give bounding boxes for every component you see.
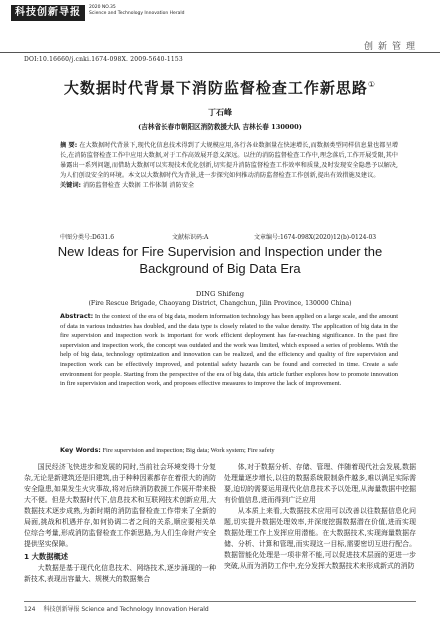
- keywords-cn-label: 关键词:: [60, 182, 82, 189]
- journal-english-name: Science and Technology Innovation Herald: [89, 11, 185, 16]
- abstract-cn: [60, 141, 398, 191]
- abstract-en-label: Abstract:: [60, 312, 94, 320]
- footer-divider: [24, 601, 416, 602]
- journal-logo: 科技创新导报: [11, 5, 85, 21]
- page-footer: [24, 604, 209, 613]
- footer-journal: 科技创新导报 Science and Technology Innovation Herald: [43, 606, 209, 613]
- body-paragraph: 国民经济飞快进步和发展的同时,当前社会环境变得十分复杂,无论是新建筑还是旧建筑,由于种种因素都存在着很大的消防安全隐患,如果发生火灾事故,将对后续消防救援工作展开带来极大不便。但是大数据时代下,信息技术和互联网技术创新应用,大数据技术逐步成熟,为新时期的消防监督检查工作带来了全新的局面,挑战和机遇并存,如何协调二者之间的关系,顺应要相关单位综合考量,形成消防监督检查工作新思路,为人们生命财产安全提供坚实保障。: [24, 463, 216, 548]
- article-title-en: New Ideas for Fire Supervision and Inspection under the Background of Big Data Era: [57, 244, 383, 276]
- body-column-right: [224, 462, 416, 572]
- body-paragraph: 大数据是基于现代化信息技术、网络技术,逐步涌现的一种新技术,表现出容量大、规模大的数据集合: [24, 564, 216, 583]
- doi-line[interactable]: DOI:10.16660/j.cnki.1674-098X. 2009-5640-1153: [24, 56, 183, 63]
- document-code: 文献标识码:A: [172, 234, 209, 241]
- affiliation-cn: (吉林省长春市朝阳区消防救援大队 吉林长春 130000): [138, 123, 302, 131]
- keywords-en-text: Fire supervision and inspection; Big data; Work system; Fire safety: [102, 447, 275, 454]
- keywords-en-label: Key Words:: [60, 446, 101, 454]
- affiliation-en: (Fire Rescue Brigade, Chaoyang District, Changchun, Jilin Province, 130000 China): [88, 300, 352, 307]
- abstract-cn-text: 在大数据时代背景下,现代化信息技术得到了大规模应用,各行各业数据量在快速增长,而数据类型同样信息量也都呈增长,在消防监督检查工作中应用大数据,对于工作高效展开意义深远。以往的消防监督检查工作中,理念落后,工作开展受限,其中暴露出一系列问题,而借助大数据可以实现技术优化创新,切实提升消防监督检查工作效率和质量,及时发现安全隐患予以解决,为人们创设安全的环境。本文以大数据时代为背景,进一步探究如何推动消防监督检查工作创新,提出有效措施及建议。: [60, 142, 399, 179]
- page-number: 124: [24, 606, 36, 613]
- clc-number: 中图分类号:D631.6: [60, 234, 115, 241]
- body-paragraph: 从本质上来看,大数据技术应用可以改善以往数据信息化问题,切实提升数据处理效率,并深度挖掘数据潜在价值,进而实现数据处理工作上发挥应用潜能。在大数据技术,实现海量数据存储、分析、计算和管理,而实现这一目标,需要密切互进行配合。数据智能化处理是一项非常不能,可以促进技术层面的更进一步突破,从而为消防工作中,充分发挥大数据技术来形成新式的消防: [224, 507, 416, 570]
- footnote-mark: ①: [367, 80, 377, 89]
- keywords-en: [60, 446, 398, 454]
- header-divider: [0, 52, 440, 53]
- author-cn: 丁石峰: [208, 107, 232, 117]
- abstract-en: [60, 312, 398, 389]
- section-label: 创新管理: [363, 42, 420, 52]
- title-text: 大数据时代背景下消防监督检查工作新思路: [63, 79, 368, 97]
- author-en: DING Shifeng: [195, 290, 245, 298]
- abstract-cn-label: 摘 要:: [60, 142, 78, 149]
- article-title-cn: [0, 77, 440, 98]
- body-column-left: [24, 462, 216, 585]
- issue-line: 2020 NO.35: [89, 5, 116, 10]
- journal-issue-block: [89, 5, 185, 17]
- journal-header: [0, 0, 440, 62]
- section-heading: 1 大数据概述: [24, 552, 69, 561]
- body-paragraph: 体,对于数据分析、存储、管理、伴随着现代社会发展,数据处理量逐步增长,以往的数据系统限制条件越多,难以满足实际需要,迫切的需要运用现代化信息技术予以处理,从海量数据中挖掘有价值信息,进而得到广泛应用: [224, 463, 416, 504]
- article-number: 文章编号:1674-098X(2020)12(b)-0124-03: [254, 234, 377, 241]
- abstract-en-text: In the context of the era of big data, modern information technology has been applied on a large scale, and the amount of data in various industries has doubled, and the data type is closely related to the value density. The application of big data in the fire supervision and inspection work is important for work efficient deployment has far-reaching significance. In the past fire supervision and inspection work, the concept was outdated and the work was limited, which exposed a series of problems. With the help of big data, technology optimization and innovation can be realized, and the efficiency and quality of fire supervision and inspection work can be effectively improved, and potential safety hazards can be found and corrected in time. Create a safe environment for people. Starting from the perspective of the era of big data, this article further explores how to promote innovation in fire supervision and inspection work, and proposes effective measures to improve the lack of improvement.: [60, 313, 398, 388]
- keywords-cn-text: 消防监督检查 大数据 工作体制 消防安全: [83, 182, 195, 189]
- keywords-cn: [60, 181, 398, 191]
- abstract-cn-paragraph: [60, 141, 398, 181]
